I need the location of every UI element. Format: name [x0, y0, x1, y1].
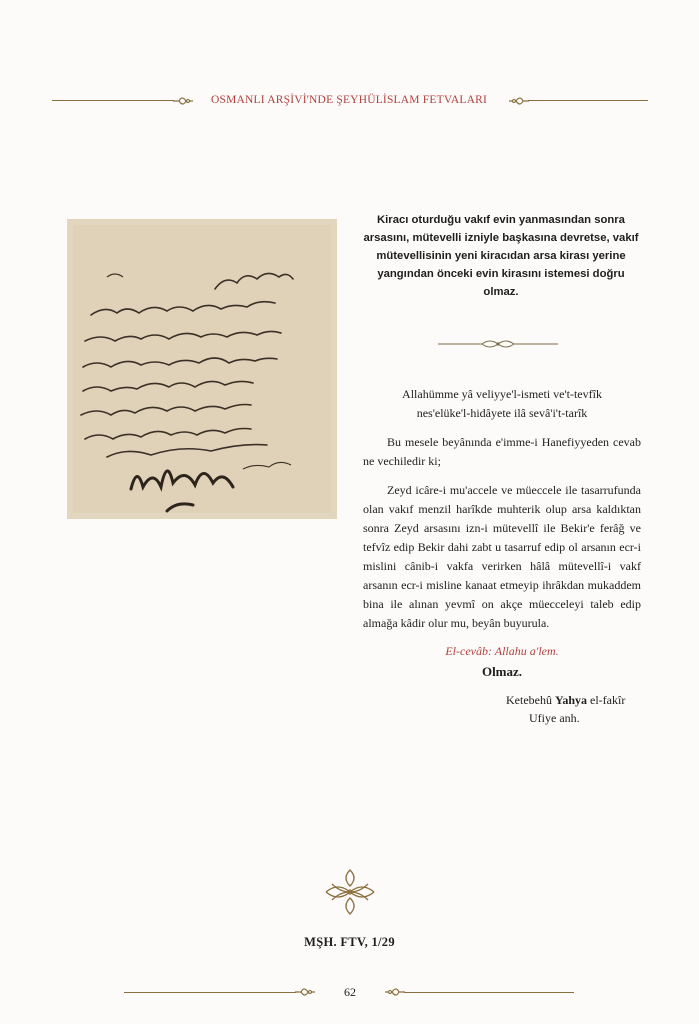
signature-pre: Ketebehû — [506, 693, 555, 707]
header-rule-right — [528, 100, 648, 101]
footer-rule-left — [124, 992, 296, 993]
running-header — [0, 93, 699, 109]
answer-text: Olmaz. — [481, 664, 523, 679]
answer-prefix: El-cevâb: Allahu a'lem. — [445, 644, 559, 658]
footer-rule-ornament-left-icon — [294, 984, 316, 1000]
invocation-line-2: nes'elüke'l-hidâyete ilâ sevâ'i't-tarîk — [416, 406, 588, 420]
invocation — [363, 385, 641, 423]
invocation-line-1: Allahümme yâ veliyye'l-ismeti ve't-tevfîk — [402, 387, 602, 401]
archive-reference: MŞH. FTV, 1/29 — [304, 935, 395, 949]
signature — [506, 691, 641, 727]
page-number: 62 — [344, 985, 356, 999]
fatwa-text — [363, 385, 641, 727]
fatwa-manuscript-image — [67, 219, 337, 519]
signature-line-2: Ufiye anh. — [529, 711, 580, 725]
header-title: OSMANLI ARŞİVİ'NDE ŞEYHÜLİSLAM FETVALARI — [211, 94, 487, 106]
header-rule-left — [52, 100, 174, 101]
footer-rule-right — [404, 992, 574, 993]
question-intro: Bu mesele beyânında e'imme-i Hanefiyyeden cevab ne vechiledir ki; — [363, 435, 641, 468]
footer-rule-ornament-right-icon — [384, 984, 406, 1000]
header-ornament-right-icon — [508, 93, 530, 109]
footer-ornament-icon — [322, 864, 378, 920]
footer-bar — [0, 984, 699, 1000]
signature-name: Yahya — [554, 693, 587, 707]
signature-post: el-fakîr — [587, 693, 626, 707]
section-divider-icon — [436, 338, 560, 350]
manuscript-handwriting — [67, 219, 337, 519]
fatwa-summary: Kiracı oturduğu vakıf evin yanmasından sonra arsasını, mütevelli izniyle başkasına devretse, vakıf mütevellisinin yeni kiracıdan arsa kirası yerine yangından önceki evin kirasını istemesi doğru olmaz. — [363, 214, 639, 298]
question-text: Zeyd icâre-i mu'accele ve müeccele ile tasarrufunda olan vakıf menzil harîkde muhterik olup arsa kaldıktan sonra Zeyd arsasını izn-i mütevellî ile Bekir'e ferâğ ve tefvîz edip Bekir dahi zabt u tasarruf edip ol arsanın ecr-i mislini cânib-i vakfa verirken hâlâ mütevellî-i vakf arsanın ecr-i misline kanaat etmeyip ihrâkdan mukaddem bina ile alınan yevmî on akçe müecceleyi taleb edip almağa kâdir olur mu, beyân buyurula. — [363, 483, 641, 630]
header-ornament-left-icon — [172, 93, 194, 109]
